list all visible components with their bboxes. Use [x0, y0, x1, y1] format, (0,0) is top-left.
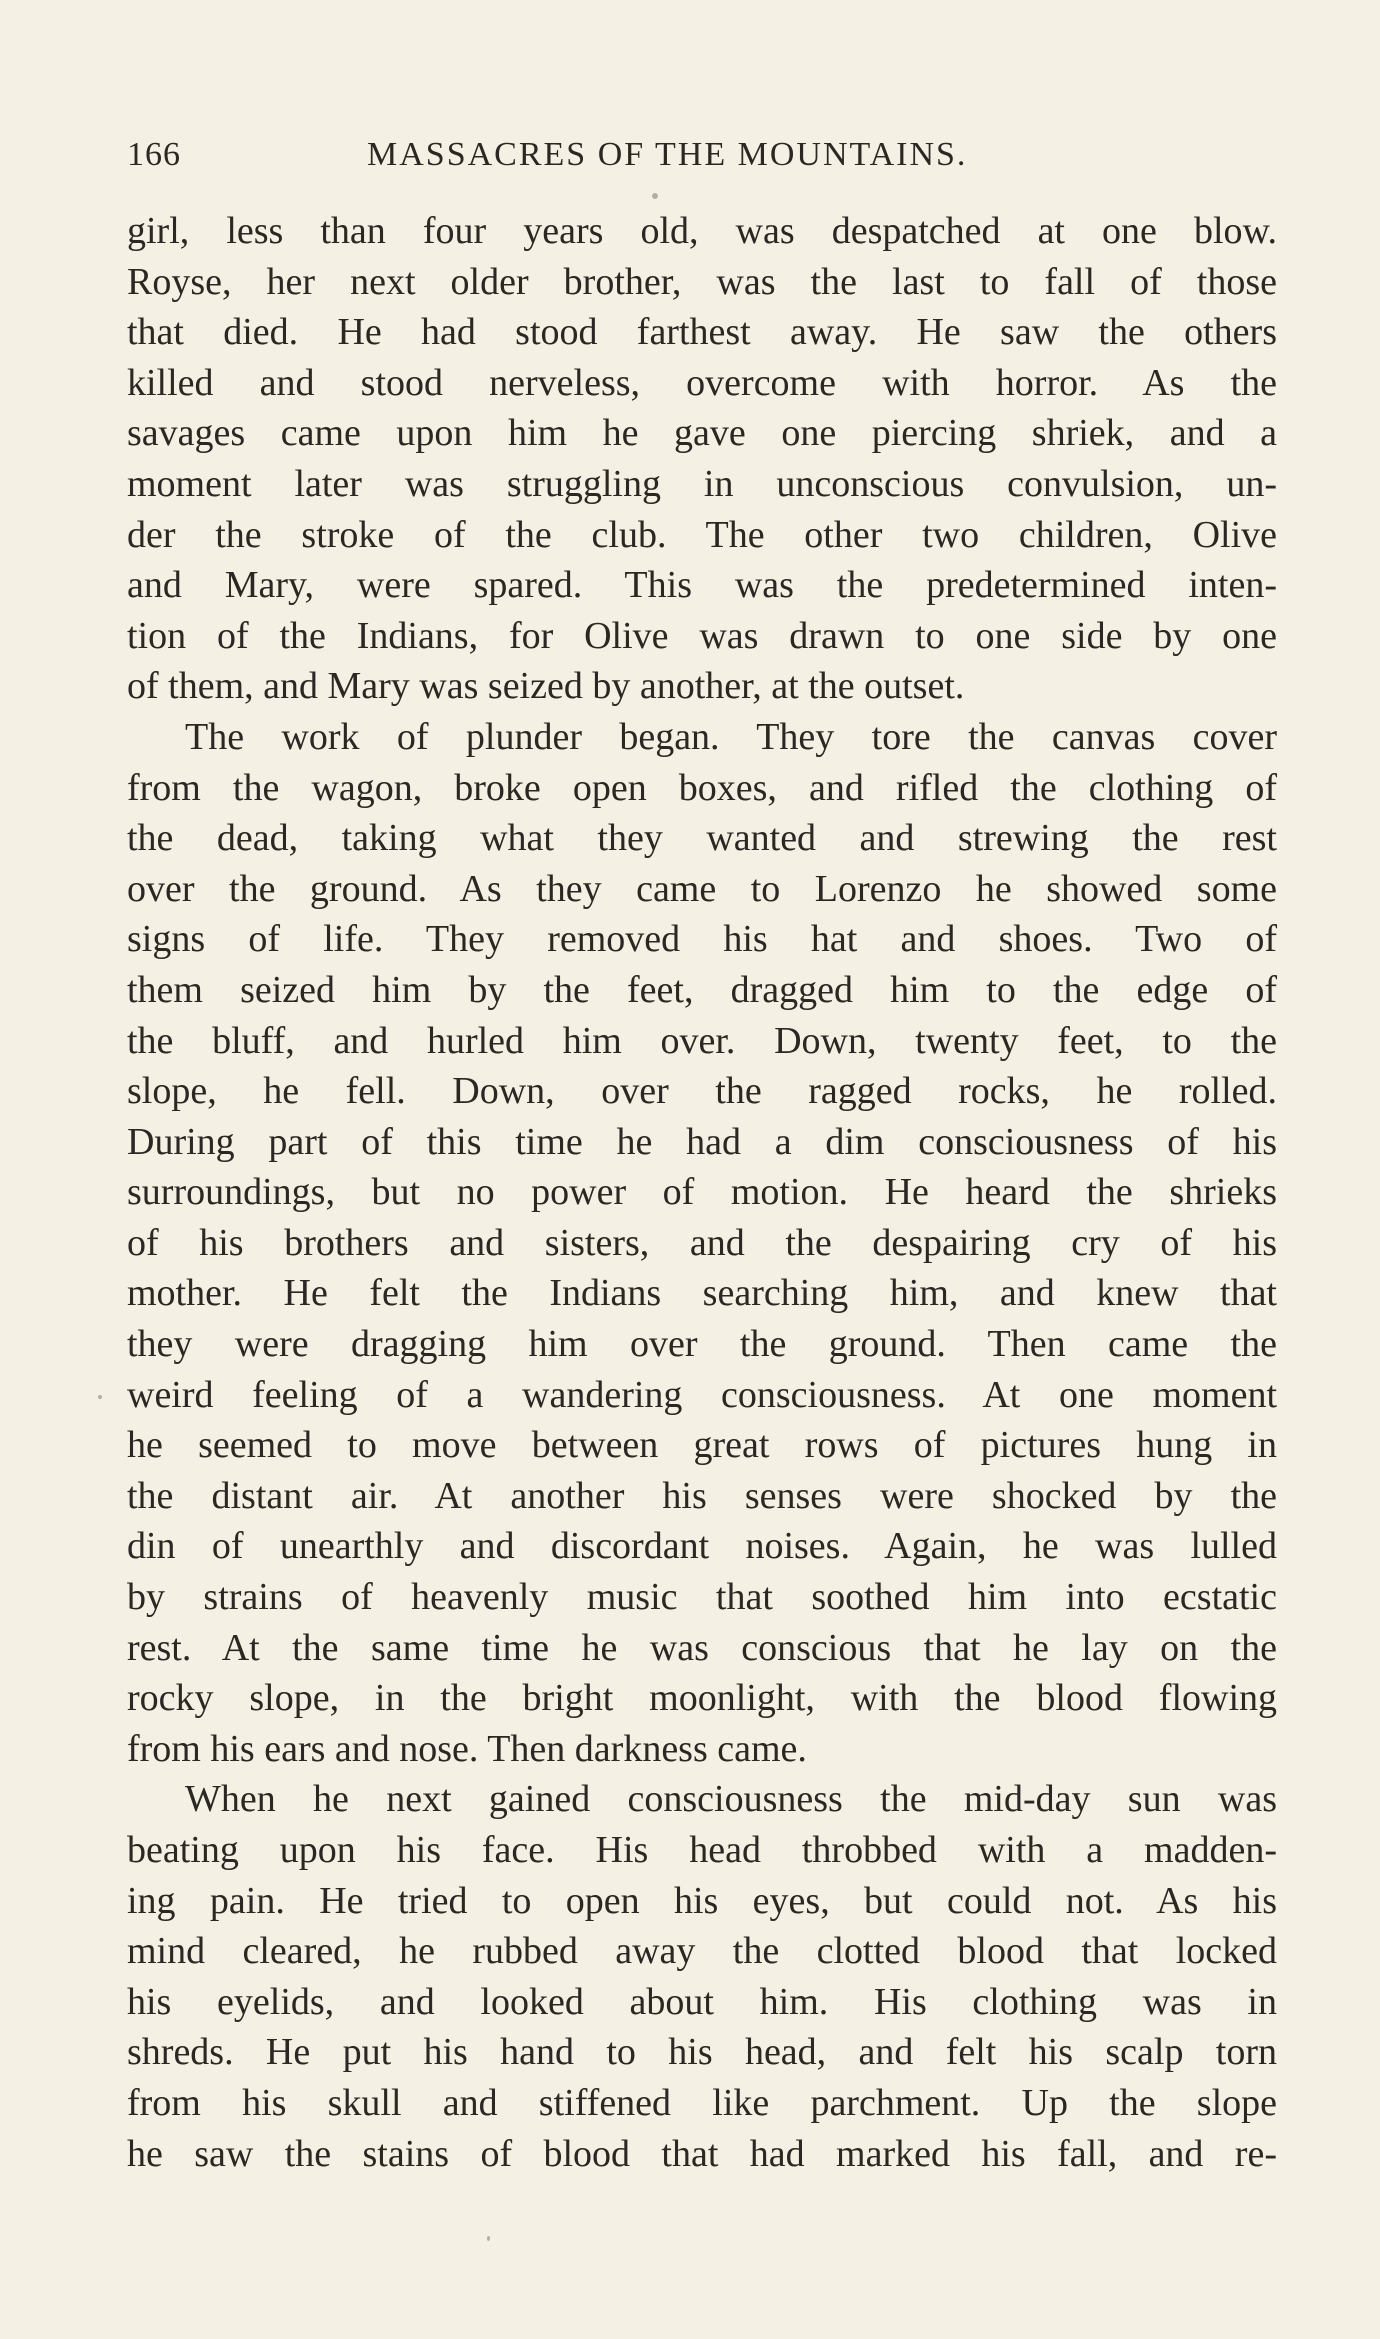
paragraph	[127, 1774, 1277, 2179]
running-head: MASSACRES OF THE MOUNTAINS.	[367, 136, 968, 173]
text-line: he saw the stains of blood that had marked his fall, and re-	[127, 2132, 1277, 2175]
body-text	[127, 206, 1277, 2179]
text-line: din of unearthly and discordant noises. Again, he was lulled	[127, 1525, 1277, 1568]
text-line: girl, less than four years old, was despatched at one blow.	[127, 210, 1277, 252]
text-line: killed and stood nerveless, overcome with horror. As the	[127, 361, 1277, 404]
page-header	[127, 136, 1277, 186]
text-line: the distant air. At another his senses were shocked by the	[127, 1474, 1277, 1517]
text-line: moment later was struggling in unconscious convulsion, un-	[127, 462, 1277, 505]
print-speck	[652, 193, 658, 199]
text-line: that died. He had stood farthest away. He saw the others	[127, 311, 1277, 354]
text-line: der the stroke of the club. The other two children, Olive	[127, 513, 1277, 556]
text-line: During part of this time he had a dim consciousness of his	[127, 1120, 1277, 1163]
text-line: savages came upon him he gave one piercing shriek, and a	[127, 412, 1277, 455]
paragraph	[127, 712, 1277, 1774]
text-line: weird feeling of a wandering consciousness. At one moment	[127, 1373, 1277, 1416]
text-line: they were dragging him over the ground. Then came the	[127, 1323, 1277, 1366]
text-line: of his brothers and sisters, and the despairing cry of his	[127, 1221, 1277, 1264]
text-line: them seized him by the feet, dragged him to the edge of	[127, 968, 1277, 1011]
text-line: and Mary, were spared. This was the predetermined inten-	[127, 564, 1277, 607]
text-line: his eyelids, and looked about him. His clothing was in	[127, 1980, 1277, 2023]
text-line: Royse, her next older brother, was the last to fall of those	[127, 260, 1277, 303]
text-line: he seemed to move between great rows of pictures hung in	[127, 1424, 1277, 1467]
text-line: rocky slope, in the bright moonlight, with the blood flowing	[127, 1677, 1277, 1720]
text-line: by strains of heavenly music that soothed him into ecstatic	[127, 1576, 1277, 1619]
page-number: 166	[127, 136, 181, 173]
text-line: surroundings, but no power of motion. He heard the shrieks	[127, 1171, 1277, 1214]
text-line: mind cleared, he rubbed away the clotted blood that locked	[127, 1930, 1277, 1973]
text-line: signs of life. They removed his hat and shoes. Two of	[127, 918, 1277, 961]
text-line: rest. At the same time he was conscious that he lay on the	[127, 1626, 1277, 1669]
text-line: over the ground. As they came to Lorenzo he showed some	[127, 867, 1277, 910]
text-line: of them, and Mary was seized by another, at the outset.	[127, 665, 965, 708]
text-line: from his ears and nose. Then darkness came.	[127, 1727, 807, 1770]
text-line: tion of the Indians, for Olive was drawn to one side by one	[127, 614, 1277, 657]
text-line: slope, he fell. Down, over the ragged rocks, he rolled.	[127, 1070, 1277, 1113]
print-speck	[487, 2236, 490, 2241]
text-line: The work of plunder began. They tore the canvas cover	[185, 715, 1277, 758]
text-line: mother. He felt the Indians searching him, and knew that	[127, 1272, 1277, 1315]
text-line: shreds. He put his hand to his head, and felt his scalp torn	[127, 2031, 1277, 2074]
text-line: the bluff, and hurled him over. Down, twenty feet, to the	[127, 1019, 1277, 1062]
paragraph	[127, 206, 1277, 712]
text-line: ing pain. He tried to open his eyes, but could not. As his	[127, 1879, 1277, 1922]
print-speck	[98, 1395, 102, 1399]
text-line: the dead, taking what they wanted and strewing the rest	[127, 817, 1277, 860]
text-line: from the wagon, broke open boxes, and rifled the clothing of	[127, 766, 1277, 809]
text-line: beating upon his face. His head throbbed with a madden-	[127, 1829, 1277, 1871]
text-line: from his skull and stiffened like parchment. Up the slope	[127, 2081, 1277, 2124]
text-line: When he next gained consciousness the mid-day sun was	[185, 1778, 1277, 1821]
